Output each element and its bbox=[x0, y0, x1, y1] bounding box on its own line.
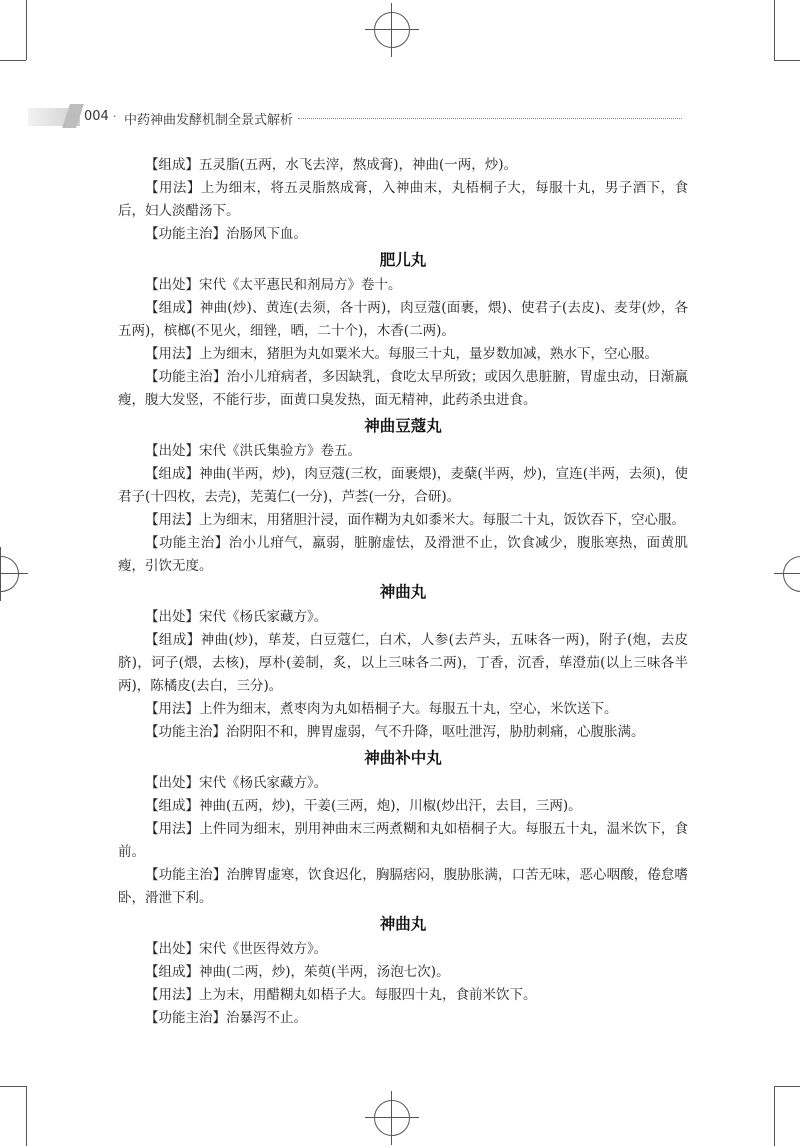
entry-text: 上件为细末，煮枣肉为丸如梧桐子大。每服五十丸，空心，米饮送下。 bbox=[199, 701, 618, 717]
entry-text: 宋代《杨氏家藏方》。 bbox=[199, 775, 328, 791]
entry-label: 【 组成 】 bbox=[145, 466, 199, 482]
entry-text: 上件同为细末，别用神曲末三两煮糊和丸如梧桐子大。每服五十丸，温米饮下，食前。 bbox=[118, 821, 689, 860]
registration-mark bbox=[374, 12, 410, 48]
crop-mark bbox=[774, 60, 800, 61]
entry-label: 【 功能主治 】 bbox=[145, 1010, 226, 1026]
entry-paragraph bbox=[118, 629, 688, 698]
entry-label: 【 组成 】 bbox=[145, 798, 199, 814]
entry-label: 【 用法 】 bbox=[145, 180, 201, 196]
registration-mark bbox=[0, 556, 19, 592]
entry-paragraph bbox=[118, 274, 688, 297]
entry-paragraph bbox=[118, 509, 688, 532]
entry-text: 治阴阳不和，脾胃虚弱，气不升降，呕吐泄泻，胁肋刺痛，心腹胀满。 bbox=[226, 724, 645, 740]
entry-text: 上为细末，猪胆为丸如粟米大。每服三十丸，量岁数加减，熟水下，空心服。 bbox=[199, 346, 658, 362]
section-title: 神曲补中丸 bbox=[364, 749, 442, 767]
entry-text: 宋代《杨氏家藏方》。 bbox=[199, 609, 328, 625]
entry-label: 【 用法 】 bbox=[145, 346, 199, 362]
entry-paragraph bbox=[118, 177, 688, 223]
entry-paragraph bbox=[118, 818, 688, 864]
page-body bbox=[118, 154, 688, 1030]
entry-text: 治小儿疳气，羸弱，脏腑虚怯，及滑泄不止，饮食减少，腹胀寒热，面黄肌瘦，引饮无度。 bbox=[118, 535, 689, 574]
crop-mark bbox=[0, 1086, 26, 1087]
entry-paragraph bbox=[118, 532, 688, 578]
entry-text: 治肠风下血。 bbox=[226, 226, 307, 242]
entry-paragraph bbox=[118, 366, 688, 412]
entry-text: 神曲(五两，炒)，干姜(三两，炮)，川椒(炒出汗，去目，三两)。 bbox=[199, 798, 582, 814]
crop-mark bbox=[26, 1086, 27, 1146]
entry-text: 治暴泻不止。 bbox=[226, 1010, 307, 1026]
crop-mark bbox=[26, 0, 27, 60]
entry-paragraph bbox=[118, 1007, 688, 1030]
entry-paragraph bbox=[118, 721, 688, 744]
entry-label: 【 组成 】 bbox=[145, 300, 200, 316]
running-header bbox=[0, 104, 800, 128]
prescription-section bbox=[118, 154, 688, 246]
entry-text: 宋代《太平惠民和剂局方》卷十。 bbox=[199, 277, 402, 293]
header-rule bbox=[298, 118, 682, 119]
entry-label: 【 组成 】 bbox=[145, 964, 199, 980]
entry-paragraph bbox=[118, 606, 688, 629]
entry-label: 【 出处 】 bbox=[145, 443, 199, 459]
entry-text: 上为细末，用猪胆汁浸，面作糊为丸如黍米大。每服二十丸，饭饮吞下，空心服。 bbox=[199, 512, 685, 528]
entry-label: 【 用法 】 bbox=[145, 701, 199, 717]
entry-text: 宋代《世医得效方》。 bbox=[199, 941, 328, 957]
entry-paragraph bbox=[118, 154, 688, 177]
entry-label: 【 用法 】 bbox=[145, 821, 199, 837]
entry-paragraph bbox=[118, 772, 688, 795]
entry-label: 【 功能主治 】 bbox=[145, 535, 229, 551]
header-separator: · bbox=[113, 110, 117, 123]
entry-label: 【 功能主治 】 bbox=[145, 226, 226, 242]
crop-mark bbox=[774, 1086, 800, 1087]
prescription-section bbox=[118, 414, 688, 578]
prescription-section bbox=[118, 912, 688, 1030]
entry-label: 【 功能主治 】 bbox=[145, 724, 226, 740]
entry-text: 五灵脂(五两，水飞去滓，熬成膏)，神曲(一两，炒)。 bbox=[199, 157, 518, 173]
section-title: 神曲丸 bbox=[379, 583, 427, 601]
entry-paragraph bbox=[118, 440, 688, 463]
prescription-section bbox=[118, 746, 688, 910]
entry-text: 上为细末，将五灵脂熬成膏，入神曲末，丸梧桐子大，每服十丸，男子酒下，食后，妇人淡醋汤下。 bbox=[118, 180, 689, 219]
registration-mark bbox=[783, 556, 800, 592]
entry-paragraph bbox=[118, 864, 688, 910]
entry-paragraph bbox=[118, 961, 688, 984]
entry-paragraph bbox=[118, 297, 688, 343]
entry-label: 【 用法 】 bbox=[145, 987, 199, 1003]
crop-mark bbox=[774, 0, 775, 60]
book-title: 中药神曲发酵机制全景式解析 bbox=[124, 113, 294, 128]
entry-paragraph bbox=[118, 463, 688, 509]
entry-label: 【 出处 】 bbox=[145, 941, 199, 957]
entry-paragraph bbox=[118, 938, 688, 961]
prescription-section bbox=[118, 248, 688, 412]
entry-text: 治小儿疳病者，多因缺乳，食吃太早所致；或因久患脏腑，胃虚虫动，日渐羸瘦，腹大发竖，不能行步，面黄口臭发热，面无精神，此药杀虫进食。 bbox=[118, 369, 689, 408]
entry-label: 【 出处 】 bbox=[145, 609, 199, 625]
entry-label: 【 组成 】 bbox=[145, 632, 201, 648]
crop-mark bbox=[0, 60, 26, 61]
entry-paragraph bbox=[118, 698, 688, 721]
registration-mark bbox=[374, 1100, 410, 1136]
entry-paragraph bbox=[118, 795, 688, 818]
entry-label: 【 出处 】 bbox=[145, 775, 199, 791]
entry-paragraph bbox=[118, 223, 688, 246]
entry-label: 【 用法 】 bbox=[145, 512, 199, 528]
entry-text: 神曲(炒)、黄连(去须，各十两)，肉豆蔻(面裹，煨)、使君子(去皮)、麦芽(炒，各五两)，槟榔(不见火，细锉，晒，二十个)，木香(二两)。 bbox=[118, 300, 688, 339]
entry-label: 【 出处 】 bbox=[145, 277, 199, 293]
entry-text: 上为末，用醋糊丸如梧子大。每服四十丸，食前米饮下。 bbox=[199, 987, 537, 1003]
entry-label: 【 功能主治 】 bbox=[145, 867, 226, 883]
section-title: 神曲豆蔻丸 bbox=[364, 417, 442, 435]
entry-label: 【 功能主治 】 bbox=[145, 369, 226, 385]
crop-mark bbox=[774, 1086, 775, 1146]
entry-text: 治脾胃虚寒，饮食迟化，胸膈痞闷，腹胁胀满，口苦无味，恶心咽酸，倦怠嗜卧，滑泄下利。 bbox=[118, 867, 689, 906]
entry-text: 神曲(炒)，荜茇，白豆蔻仁，白术，人参(去芦头，五味各一两)，附子(炮，去皮脐)，诃子(煨，去核)，厚朴(姜制，炙，以上三味各二两)，丁香，沉香，荜澄茄(以上三味各半两)，陈橘皮(去白，三分)。 bbox=[118, 632, 689, 694]
entry-label: 【 组成 】 bbox=[145, 157, 199, 173]
entry-text: 神曲(半两，炒)，肉豆蔻(三枚，面裹煨)，麦蘖(半两，炒)，宣连(半两，去须)，使君子(十四枚，去壳)，芜荑仁(一分)，芦荟(一分，合研)。 bbox=[118, 466, 688, 505]
entry-text: 神曲(二两，炒)，茱萸(半两，汤泡七次)。 bbox=[199, 964, 450, 980]
entry-text: 宋代《洪氏集验方》卷五。 bbox=[199, 443, 361, 459]
section-title: 神曲丸 bbox=[379, 915, 427, 933]
section-title: 肥儿丸 bbox=[379, 251, 427, 269]
prescription-section bbox=[118, 580, 688, 744]
entry-paragraph bbox=[118, 343, 688, 366]
page-number: 004 bbox=[84, 109, 109, 124]
entry-paragraph bbox=[118, 984, 688, 1007]
